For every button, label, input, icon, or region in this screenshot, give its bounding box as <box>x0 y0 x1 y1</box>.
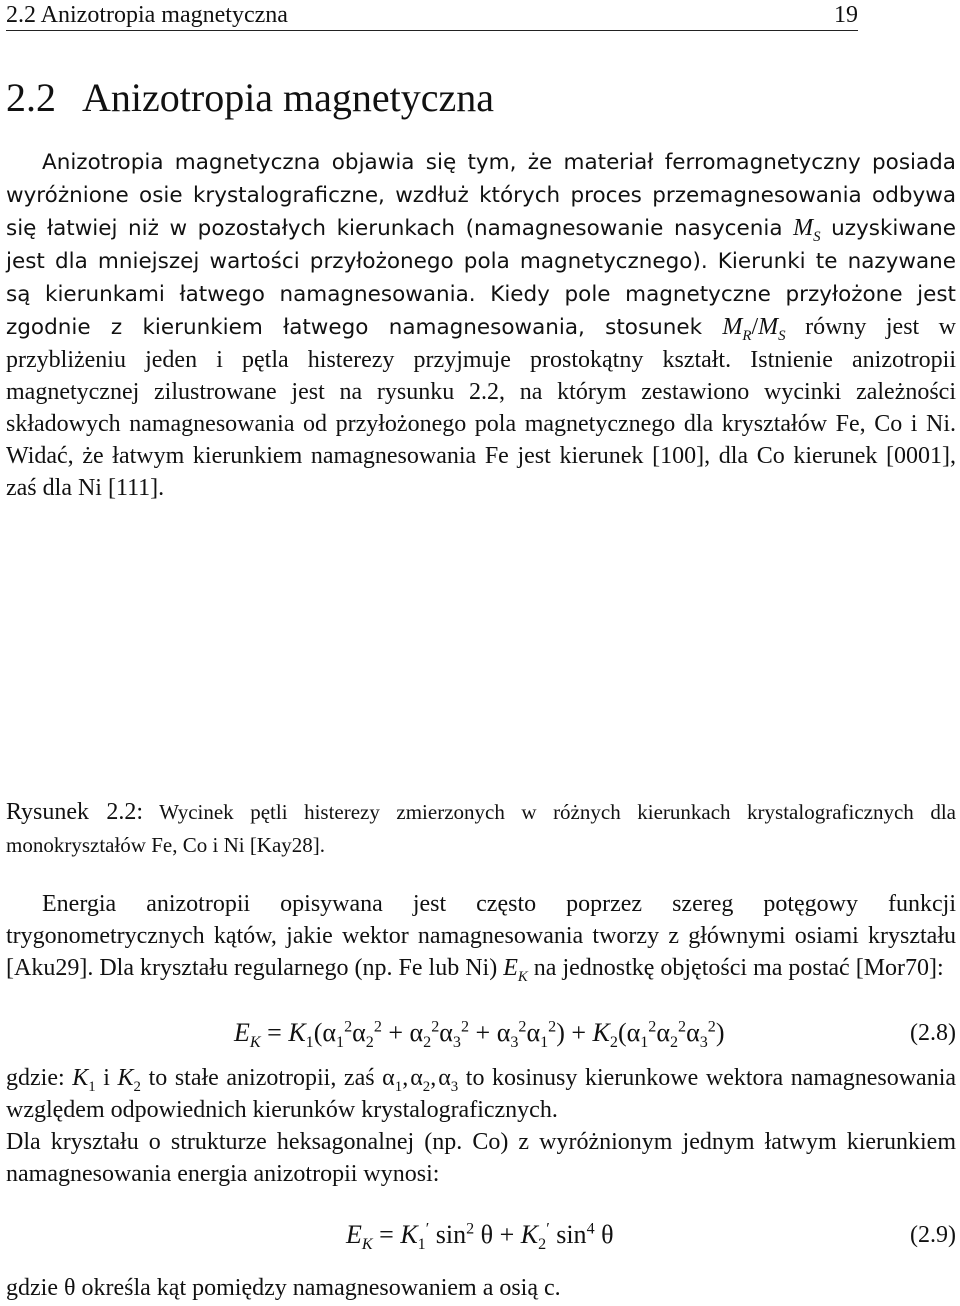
math-symbol: K <box>72 1065 89 1091</box>
math-symbol: θ <box>63 1275 76 1301</box>
math-subscript: S <box>813 228 821 245</box>
equation-number: (2.9) <box>910 1222 956 1248</box>
paragraph-text: równy jest w przybliżeniu jeden i pętla histerezy przyjmuje prostokątny kształt. Istnienie anizotropii magnetycznej zilustrowane jest na rysunku 2.2, na którym zestawiono wycinki zależności składowych namagnesowania od przyłożonego pola magnetycznego dla kryształów Fe, Co i Ni. Widać, że łatwym kierunkiem namagnesowania Fe jest kierunek [100], dla Co kierunek [0001], zaś dla Ni [111]. <box>6 314 956 501</box>
math-subscript: R <box>742 327 752 344</box>
equation-body: $E_K = K_1'$ $\sin^2 \theta + K_2'$ $\sin^4 \theta$ <box>346 1220 614 1254</box>
math-symbol: E <box>503 955 518 981</box>
math-operator: / <box>751 314 759 340</box>
equation-number: (2.8) <box>910 1020 956 1046</box>
figure-caption <box>6 796 956 862</box>
math-symbol: M <box>793 215 814 241</box>
page-number: 19 <box>834 2 858 28</box>
math-subscript: 2 <box>133 1078 141 1095</box>
math-subscript: S <box>778 327 786 344</box>
paragraph-text: Energia anizotropii opisywana jest często poprzez szereg potęgowy funkcji trygonometrycznych kątów, jakie wektor namagnesowania tworzy z głównymi osiami kryształu [Aku29]. Dla kryształu regularnego (np. Fe lub Ni) <box>6 891 956 981</box>
caption-label: Rysunek 2.2: <box>6 799 143 825</box>
paragraph-intro <box>6 146 956 504</box>
math-subscript: 1 <box>88 1078 96 1095</box>
paragraph-text: określa kąt pomiędzy namagnesowaniem a osią c. <box>75 1275 561 1301</box>
math-symbol: K <box>117 1065 134 1091</box>
paragraph-theta <box>6 1272 956 1304</box>
section-heading <box>6 75 494 121</box>
section-number: 2.2 <box>6 75 56 120</box>
math-symbol: M <box>722 314 743 340</box>
paragraph-energy <box>6 888 956 984</box>
paragraph-text: na jednostkę objętości ma postać [Mor70]: <box>527 955 944 981</box>
section-title: Anizotropia magnetyczna <box>82 75 495 120</box>
equation-body: $E_K = K_1(\alpha_1^2\alpha_2^2 + \alpha_2^2\alpha_3^2 + \alpha_3^2\alpha_1^2) + K_2(\alpha_1^2\alpha_2^2\alpha_3^2)$ <box>234 1018 725 1052</box>
paragraph-text: to stałe anizotropii, zaś <box>140 1065 383 1091</box>
caption-text: Wycinek pętli histerezy zmierzonych w różnych kierunkach krystalograficznych dla monokryształów Fe, Co i Ni [Kay28]. <box>6 800 956 857</box>
paragraph-constants: gdzie: $K_1$ i $K_2$ to stałe anizotropii, zaś $\alpha_1$, $\alpha_2$, $\alpha_3$ to kosinusy kierunkowe wektora namagnesowania względem odpowiednich kierunków krystalograficznych. <box>6 1065 957 1123</box>
math-symbol: α <box>382 1065 395 1091</box>
paragraph-text: Anizotropia magnetyczna objawia się tym, że materiał ferromagnetyczny posiada wyróżnione osie krystalograficzne, wzdłuż których proces przemagnesowania odbywa się łatwiej niż w pozostałych kierunkach (namagnesowanie nasycenia <box>6 150 956 241</box>
paragraph-hexagonal <box>6 1126 956 1190</box>
figure-placeholder <box>6 520 956 780</box>
math-subscript: K <box>517 968 528 985</box>
paragraph-text: Dla kryształu o strukturze heksagonalnej (np. Co) z wyróżnionym jednym łatwym kierunkiem namagnesowania energia anizotropii wynosi: <box>6 1129 956 1187</box>
running-head <box>6 0 858 31</box>
paragraph-text: to kosinusy kierunkowe wektora namagnesowania względem odpowiednich kierunków krystalograficznych. <box>6 1065 957 1123</box>
paragraph-text: gdzie: <box>6 1065 73 1091</box>
paragraph-text: uzyskiwane jest dla mniejszej wartości przyłożonego pola magnetycznego). Kierunki te nazywane są kierunkami łatwego namagnesowania. Kiedy pole magnetyczne przyłożone jest zgodnie z kierunkiem łatwego namagnesowania, stosunek <box>6 216 956 340</box>
document-page <box>6 0 956 1306</box>
math-symbol: M <box>758 314 779 340</box>
running-head-title: 2.2 Anizotropia magnetyczna <box>6 2 288 28</box>
paragraph-text: gdzie <box>6 1275 64 1301</box>
paragraph-text: i <box>95 1065 118 1091</box>
